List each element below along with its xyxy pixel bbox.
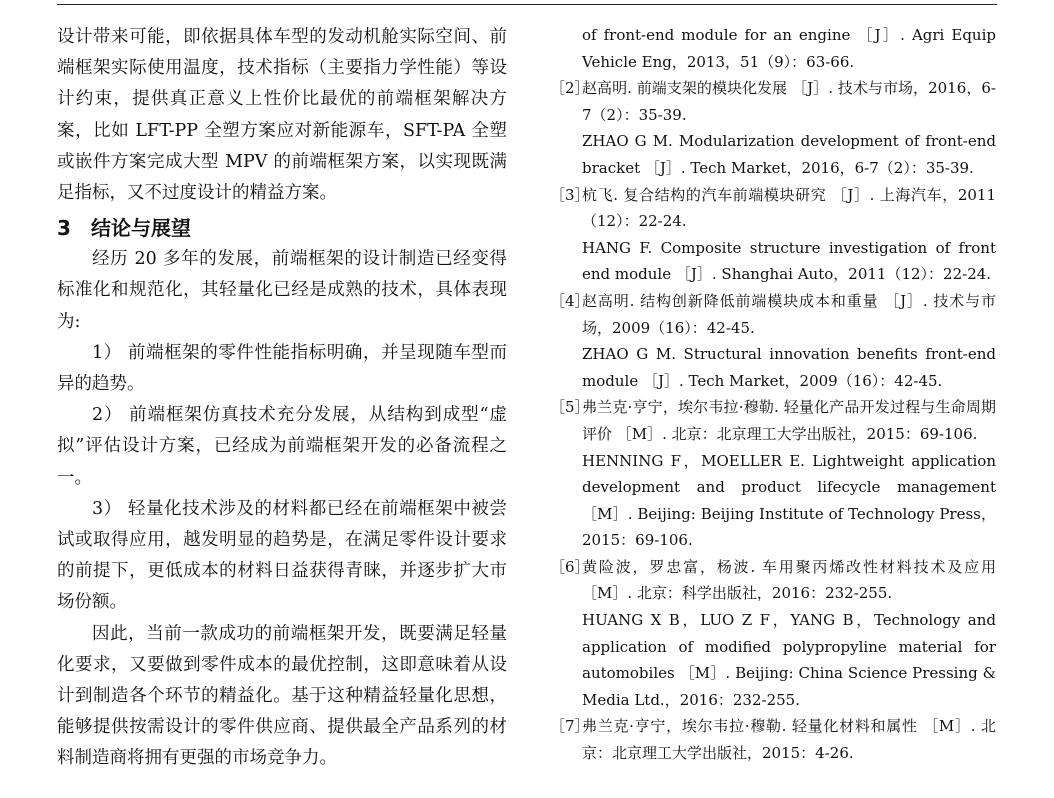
reference-cn: 赵高明. 结构创新降低前端模块成本和重量 ［J］. 技术与市场，2009（16）：42-45. [582, 291, 996, 337]
reference-cn: 杭飞. 复合结构的汽车前端模块研究 ［J］. 上海汽车，2011（12）：22-24. [582, 185, 996, 231]
reference-en: HENNING F，MOELLER E. Lightweight application development and product lifecycle management ［M］. Beijing: Beijing Institute of Technology Press，2015：69-106. [582, 451, 996, 550]
reference-item [550, 182, 996, 288]
reference-cn: 弗兰克·亨宁，埃尔韦拉·穆勒. 轻量化材料和属性 ［M］. 北京：北京理工大学出版社，2015：4-26. [582, 717, 996, 763]
body-paragraph: 经历 20 多年的发展，前端框架的设计制造已经变得标准化和规范化，其轻量化已经是成熟的技术，具体表现为: [57, 249, 507, 332]
reference-cn: 弗兰克·亨宁，埃尔韦拉·穆勒. 轻量化产品开发过程与生命周期评价 ［M］. 北京：北京理工大学出版社，2015：69-106. [582, 398, 996, 443]
list-item: 1） 前端框架的零件性能指标明确，并呈现随车型而异的趋势。 [57, 342, 507, 395]
references-column [550, 22, 996, 767]
reference-continuation: of front-end module for an engine ［J］. Agri Equip Vehicle Eng，2013，51（9）：63-66. [582, 26, 996, 71]
section-number: 3 [57, 216, 71, 241]
section-title: 结论与展望 [91, 216, 191, 241]
reference-number: ［7］ [550, 717, 590, 736]
reference-number: ［4］ [550, 291, 590, 310]
reference-item [550, 22, 996, 75]
reference-item [550, 288, 996, 394]
reference-item [550, 394, 996, 554]
reference-en: HUANG X B，LUO Z F，YANG B，Technology and application of modified polypropyline material for automobiles ［M］. Beijing: China Science Pressing & Media Ltd.，2016：232-255. [582, 611, 996, 709]
reference-number: ［3］ [550, 185, 590, 204]
reference-item [550, 75, 996, 181]
list-item: 3） 轻量化技术涉及的材料都已经在前端框架中被尝试或取得应用，越发明显的趋势是，在满足零件设计要求的前提下，更低成本的材料日益获得青睐，并逐步扩大市场份额。 [57, 498, 507, 613]
body-paragraph: 因此，当前一款成功的前端框架开发，既要满足轻量化要求，又要做到零件成本的最优控制，这即意味着从设计到制造各个环节的精益化。基于这种精益轻量化思想，能够提供按需设计的零件供应商、提供最全产品系列的材料制造商将拥有更强的市场竞争力。 [57, 623, 507, 769]
section-heading [57, 212, 507, 244]
reference-number: ［6］ [550, 557, 590, 576]
list-item: 2） 前端框架仿真技术充分发展，从结构到成型“虚拟”评估设计方案，已经成为前端框架开发的必备流程之一。 [57, 405, 507, 488]
reference-item [550, 554, 996, 714]
reference-cn: 赵高明. 前端支架的模块化发展 ［J］. 技术与市场，2016，6-7（2）：35-39. [582, 79, 996, 124]
reference-item [550, 713, 996, 766]
reference-number: ［2］ [550, 79, 590, 98]
reference-number: ［5］ [550, 398, 590, 417]
reference-en: HANG F. Composite structure investigation of front end module ［J］. Shanghai Auto，2011（12）：22-24. [582, 238, 996, 284]
header-rule [57, 4, 997, 5]
reference-cn: 黄险波，罗忠富，杨波. 车用聚丙烯改性材料技术及应用 ［M］. 北京：科学出版社，2016：232-255. [582, 557, 996, 603]
reference-en: ZHAO G M. Modularization development of front-end bracket ［J］. Tech Market，2016，6-7（2）：35-39. [582, 132, 996, 177]
body-paragraph: 设计带来可能，即依据具体车型的发动机舱实际空间、前端框架实际使用温度，技术指标（主要指力学性能）等设计约束，提供真正意义上性价比最优的前端框架解决方案，比如 LFT-PP 全塑方案应对新能源车，SFT-PA 全塑或嵌件方案完成大型 MPV 的前端框架方案，以实现既满足指标，又不过度设计的精益方案。 [57, 27, 507, 204]
left-column [57, 22, 507, 775]
reference-en: ZHAO G M. Structural innovation benefits front-end module ［J］. Tech Market，2009（16）：42-45. [582, 345, 996, 390]
